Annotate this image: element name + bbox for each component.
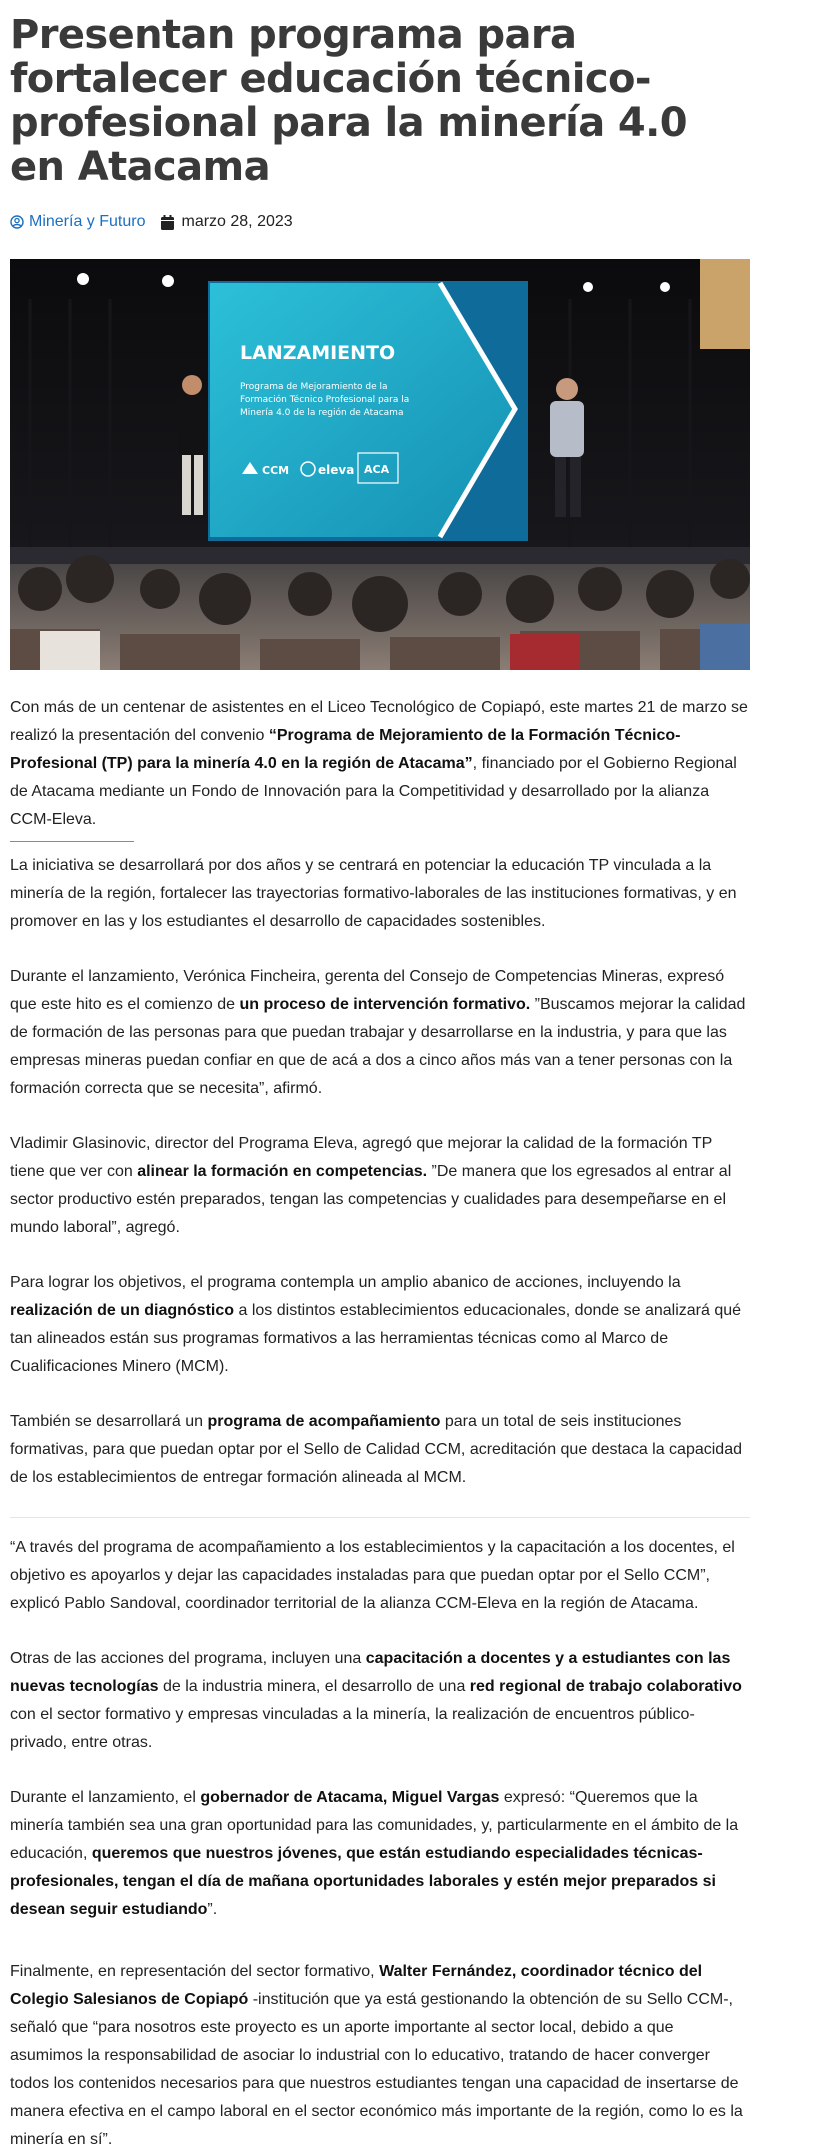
logo-eleva: eleva xyxy=(318,463,355,477)
post-date xyxy=(161,213,292,231)
hero-image xyxy=(10,259,750,670)
divider xyxy=(10,841,134,842)
user-circle-icon xyxy=(10,215,29,229)
page-title: Presentan programa para fortalecer educación técnico-profesional para la minería 4.0 en Atacama xyxy=(10,12,687,190)
calendar-icon xyxy=(161,215,181,230)
paragraph-4: Vladimir Glasinovic, director del Programa Eleva, agregó que mejorar la calidad de la formación TP tiene que ver con alinear la formación en competencias. ”De manera que los egresados al entrar al sector productivo estén preparados, tengan las competencias y cualidades para desempeñarse en el mundo laboral”, agregó. xyxy=(10,1135,732,1236)
date-text: marzo 28, 2023 xyxy=(181,213,293,230)
paragraph-1: Con más de un centenar de asistentes en el Liceo Tecnológico de Copiapó, este martes 21 de marzo se realizó la presentación del convenio “Programa de Mejoramiento de la Formación Técnico-Profesional (TP) para la minería 4.0 en la región de Atacama”, financiado por el Gobierno Regional de Atacama mediante un Fondo de Innovación para la Competitividad y desarrollado por la alianza CCM-Eleva. xyxy=(10,699,748,828)
paragraph-2: La iniciativa se desarrollará por dos años y se centrará en potenciar la educación TP vinculada a la minería de la región, fortalecer las trayectorias formativo-laborales de las instituciones formativas, y en promover en las y los estudiantes el desarrollo de capacidades sostenibles. xyxy=(10,857,737,930)
screen-line-3: Minería 4.0 de la región de Atacama xyxy=(240,408,404,418)
post-meta xyxy=(10,211,750,233)
divider xyxy=(10,1517,750,1518)
logo-seal: ACA xyxy=(364,463,390,476)
article xyxy=(10,0,750,2154)
paragraph-10: Finalmente, en representación del sector formativo, Walter Fernández, coordinador técnico del Colegio Salesianos de Copiapó -institución que ya está gestionando la obtención de su Sello CCM-, señaló que “para nosotros este proyecto es un aporte importante al sector local, debido a que asumimos la responsabilidad de asociar lo industrial con lo educativo, tratando de hacer converger todos los contenidos necesarios para que nuestros estudiantes tengan una capacidad de insertarse de manera efectiva en el campo laboral en el sector económico más importante de la región, como lo es la minería en sí”. xyxy=(10,1963,743,2148)
paragraph-9: Durante el lanzamiento, el gobernador de Atacama, Miguel Vargas expresó: “Queremos que la minería también sea una gran oportunidad para las comunidades, y, particularmente en el ámbito de la educación, queremos que nuestros jóvenes, que están estudiando especialidades técnicas-profesionales, tengan el día de mañana oportunidades laborales y estén mejor preparados si desean seguir estudiando”. xyxy=(10,1789,739,1918)
screen-heading: LANZAMIENTO xyxy=(240,342,396,364)
paragraph-3: Durante el lanzamiento, Verónica Fincheira, gerenta del Consejo de Competencias Mineras, expresó que este hito es el comienzo de un proceso de intervención formativo. ”Buscamos mejorar la calidad de formación de las personas para que puedan trabajar y desarrollarse en la industria, y para que las empresas mineras puedan confiar en que de acá a dos a cinco años más van a tener personas con la formación correcta que se necesita”, afirmó. xyxy=(10,968,746,1097)
article-body xyxy=(10,694,750,2154)
screen-line-2: Formación Técnico Profesional para la xyxy=(240,395,410,405)
author-link[interactable] xyxy=(10,213,145,231)
paragraph-7: “A través del programa de acompañamiento a los establecimientos y la capacitación a los docentes, el objetivo es apoyarlos y dejar las capacidades instaladas para que puedan optar por el Sello CCM”, explicó Pablo Sandoval, coordinador territorial de la alianza CCM-Eleva en la región de Atacama. xyxy=(10,1539,735,1612)
logo-ccm: CCM xyxy=(262,464,290,477)
paragraph-5: Para lograr los objetivos, el programa contempla un amplio abanico de acciones, incluyendo la realización de un diagnóstico a los distintos establecimientos educacionales, donde se analizará qué tan alineados están sus programas formativos a las herramientas técnicas como al Marco de Cualificaciones Minero (MCM). xyxy=(10,1274,742,1375)
screen-line-1: Programa de Mejoramiento de la xyxy=(240,382,388,392)
paragraph-8: Otras de las acciones del programa, incluyen una capacitación a docentes y a estudiantes con las nuevas tecnologías de la industria minera, el desarrollo de una red regional de trabajo colaborativo con el sector formativo y empresas vinculadas a la minería, la realización de encuentros público-privado, entre otras. xyxy=(10,1650,742,1751)
author-name: Minería y Futuro xyxy=(29,213,146,230)
paragraph-6: También se desarrollará un programa de acompañamiento para un total de seis instituciones formativas, para que puedan optar por el Sello de Calidad CCM, acreditación que destaca la capacidad de los establecimientos de entregar formación alineada al MCM. xyxy=(10,1413,742,1486)
